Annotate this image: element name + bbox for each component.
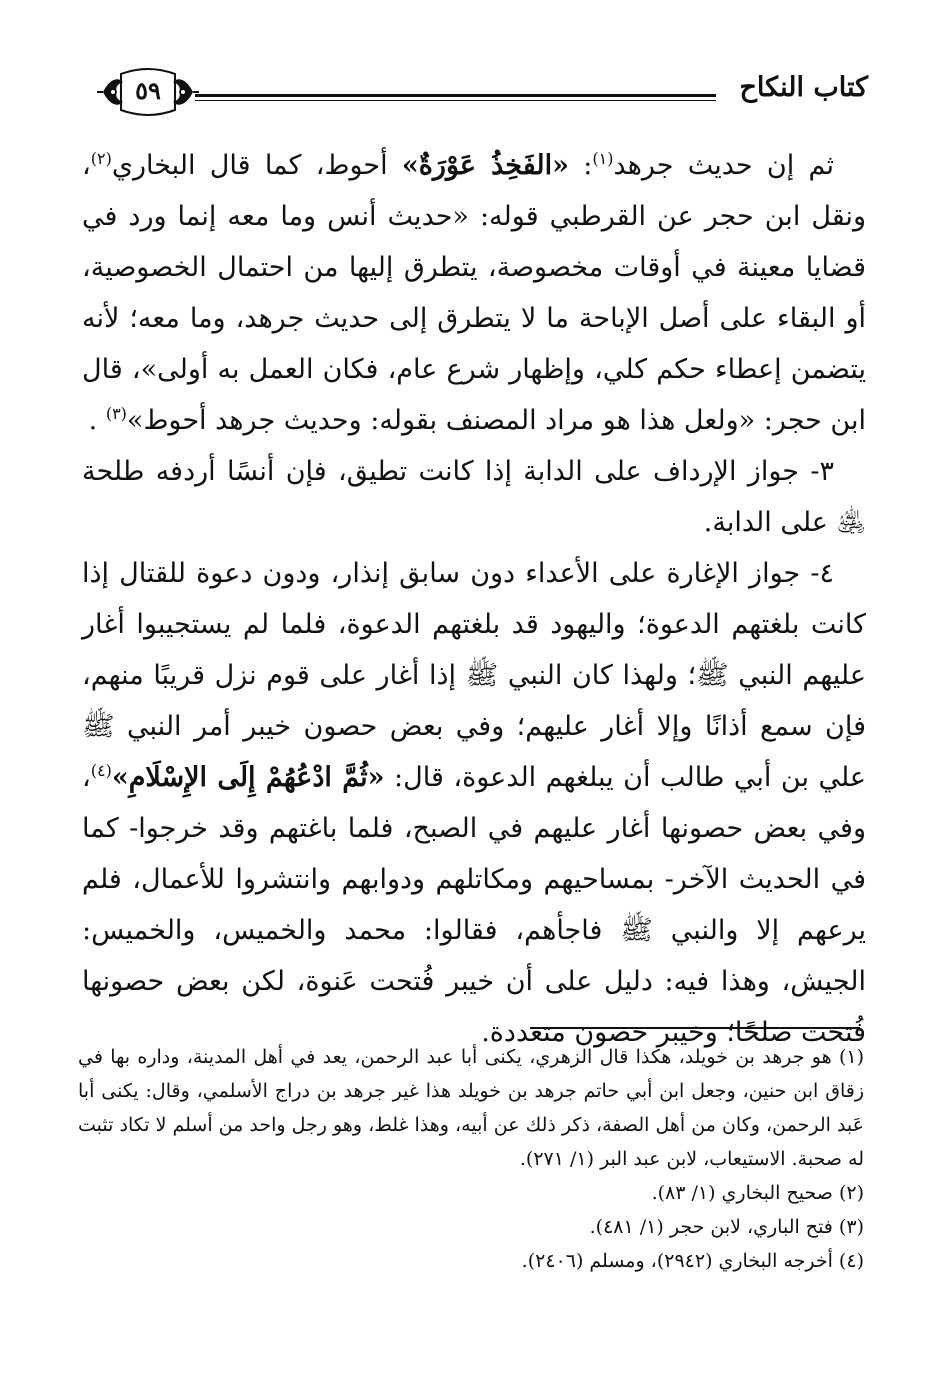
- footnote-4: (٤) أخرجه البخاري (٢٩٤٢)، ومسلم (٢٤٠٦).: [521, 1250, 864, 1272]
- page-number-ornament-icon: [95, 66, 201, 118]
- paragraph-1: ثم إن حديث جرهد$^{(١)}$: «الفَخِذُ عَوْرَةٌ» أحوط، كما قال البخاري$^{(٢)}$، ونقل ابن حجر عن القرطبي قوله: «حديث أنس وما معه إنما ورد في قضايا معينة في أوقات مخصوصة، يتطرق إليها من احتمال الخصوصية، أو البقاء على أصل الإباحة ما لا يتطرق إلى حديث جرهد، وما معه؛ لأنه يتضمن إعطاء حكم كلي، وإظهار شرع عام، فكان العمل به أولى»، قال ابن حجر: «ولعل هذا هو مراد المصنف بقوله: وحديث جرهد أحوط»$^{(٣)}$ .: [82, 149, 866, 436]
- footnote-ref-3[interactable]: (٣): [105, 404, 127, 423]
- footnote-ref-4[interactable]: (٤): [90, 761, 112, 780]
- footnote-separator: [530, 1027, 860, 1029]
- footnote-2: (٢) صحيح البخاري (١/ ٨٣).: [651, 1182, 864, 1204]
- footnote-3: (٣) فتح الباري، لابن حجر (١/ ٤٨١).: [589, 1216, 864, 1238]
- hadith-quote: «ثُمَّ ادْعُهُمْ إِلَى الإِسْلَامِ»: [111, 762, 385, 793]
- paragraph-3: ٤- جواز الإغارة على الأعداء دون سابق إنذار، ودون دعوة للقتال إذا كانت بلغتهم الدعوة؛ واليهود قد بلغتهم الدعوة، فلما لم يستجيبوا أغار عليهم النبي ﷺ؛ ولهذا كان النبي ﷺ إذا أغار على قوم نزل قريبًا منهم، فإن سمع أذانًا وإلا أغار عليهم؛ وفي بعض حصون خيبر أمر النبي ﷺ علي بن أبي طالب أن يبلغهم الدعوة، قال: «ثُمَّ ادْعُهُمْ إِلَى الإِسْلَامِ»$^{(٤)}$، وفي بعض حصونها أغار عليهم في الصبح، فلما باغتهم وقد خرجوا- كما في الحديث الآخر- بمساحيهم ومكاتلهم ودوابهم وانتشروا للأعمال، فلم يرعهم إلا والنبي ﷺ فاجأهم، فقالوا: محمد والخميس، والخميس: الجيش، وهذا فيه: دليل على أن خيبر فُتحت عَنوة، لكن بعض حصونها فُتحت صلحًا؛ وخيبر حصون متعددة.: [82, 558, 866, 1048]
- header-rule: [195, 94, 716, 104]
- footnote-ref-2[interactable]: (٢): [90, 149, 112, 168]
- footnotes: [78, 1040, 864, 1278]
- paragraph-2: ٣- جواز الإرداف على الدابة إذا كانت تطيق، فإن أنسًا أردفه طلحة ﵁ على الدابة.: [82, 456, 866, 538]
- main-text: [82, 140, 866, 1058]
- page-number: ٥٩: [135, 76, 161, 105]
- page-header: [95, 66, 868, 126]
- footnote-1: (١) هو جرهد بن خويلد، هكذا قال الزهري، يكنى أبا عبد الرحمن، يعد في أهل المدينة، وداره بها في زقاق ابن حنين، وجعل ابن أبي حاتم جرهد بن خويلد هذا غير جرهد بن دراج الأسلمي، وقال: يكنى أبا عَبد الرحمن، وكان من أهل الصفة، ذكر ذلك عن أبيه، وهذا غلط، وهو رجل واحد من أسلم لا تكاد تثبت له صحبة. الاستيعاب، لابن عبد البر (١/ ٢٧١).: [78, 1046, 864, 1170]
- hadith-quote: «الفَخِذُ عَوْرَةٌ»: [401, 150, 569, 181]
- footnote-ref-1[interactable]: (١): [592, 149, 614, 168]
- running-title: كتاب النكاح: [739, 72, 868, 103]
